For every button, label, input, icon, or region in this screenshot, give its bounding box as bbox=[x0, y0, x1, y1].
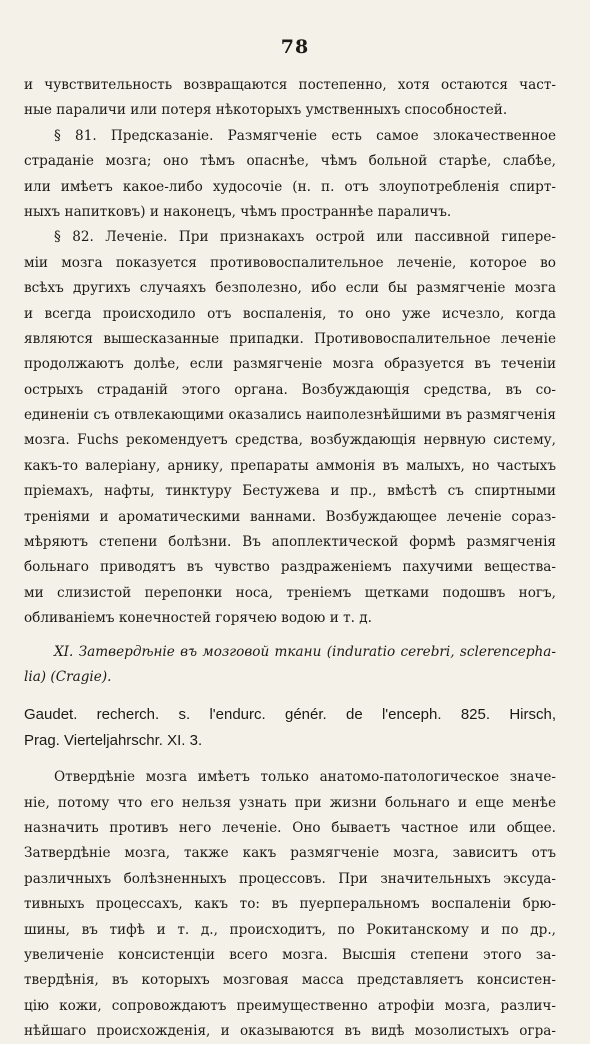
text-line: мозга. Fuchs рекомендуетъ средства, возбуждающія нервную систему, bbox=[24, 432, 556, 449]
section-heading-line: § 82. Леченіе. При признакахъ острой или пассивной гипере- bbox=[54, 229, 556, 246]
text-line: цію кожи, сопровождаютъ преимущественно атрофіи мозга, различ- bbox=[24, 997, 556, 1014]
text-line: являются вышесказанные припадки. Противовоспалительное леченіе bbox=[24, 330, 556, 347]
text-line: единеніи съ отвлекающими оказались наиполезнѣйшими въ размягченія bbox=[24, 407, 556, 424]
text-line: Отвердѣніе мозга имѣетъ только анатомо-патологическое значе- bbox=[54, 769, 556, 786]
chapter-heading: XI. Затвердѣніе въ мозговой ткани (induratio cerebri, sclerencepha- bbox=[54, 643, 556, 660]
text-line: Затвердѣніе мозга, также какъ размягченіе мозга, зависитъ отъ bbox=[24, 845, 556, 862]
text-line: острыхъ страданій этого органа. Возбуждающія средства, въ со- bbox=[24, 381, 556, 398]
text-line: продолжаютъ долѣе, если размягченіе мозга образуется въ теченіи bbox=[24, 356, 556, 373]
text-line: и всегда происходило отъ воспаленія, то оно уже исчезло, когда bbox=[24, 305, 556, 322]
chapter-heading: lia) (Cragie). bbox=[24, 668, 112, 685]
text-line: ніе, потому что его нельзя узнать при жизни больнаго и еще менѣе bbox=[24, 794, 556, 811]
text-line: страданіе мозга; оно тѣмъ опаснѣе, чѣмъ больной старѣе, слабѣе, bbox=[24, 153, 556, 170]
text-line: твердѣнія, въ которыхъ мозговая масса представляетъ консистен- bbox=[24, 972, 556, 989]
text-line: шины, въ тифѣ и т. д., происходитъ, по Рокитанскому и по др., bbox=[24, 921, 556, 938]
page-number: 78 bbox=[280, 36, 310, 58]
text-line: или имѣетъ какое-либо худосочіе (н. п. отъ злоупотребленія спирт- bbox=[24, 178, 556, 195]
text-line: ми слизистой перепонки носа, треніемъ щетками подошвъ ногъ, bbox=[24, 584, 556, 601]
reference-line: Gaudet. recherch. s. l'endurc. génér. de l'enceph. 825. Hirsch, bbox=[24, 706, 556, 724]
text-line: тивныхъ процессахъ, какъ то: въ пуерперальномъ воспаленіи брю- bbox=[24, 896, 556, 913]
text-line: всѣхъ другихъ случаяхъ безполезно, ибо если бы размягченіе мозга bbox=[24, 280, 556, 297]
text-line: различныхъ болѣзненныхъ процессовъ. При значительныхъ эксуда- bbox=[24, 870, 556, 887]
text-line: ные параличи или потеря нѣкоторыхъ умственныхъ способностей. bbox=[24, 102, 508, 119]
text-line: назначить противъ него леченіе. Оно бываетъ частное или общее. bbox=[24, 819, 556, 836]
text-line: и чувствительность возвращаются постепенно, хотя остаются част- bbox=[24, 77, 556, 93]
reference-line: Prag. Vierteljahrschr. XI. 3. bbox=[24, 731, 203, 749]
text-line: обливаніемъ конечностей горячею водою и т. д. bbox=[24, 610, 372, 627]
text-line: мѣряютъ степени болѣзни. Въ апоплектической формѣ размягченія bbox=[24, 534, 556, 551]
text-line: увеличеніе консистенціи всего мозга. Высшія степени этого за- bbox=[24, 946, 556, 963]
text-line: больнаго приводятъ въ чувство раздраженіемъ пахучими вещества- bbox=[24, 559, 556, 576]
text-line: нѣйшаго происхожденія, и оказываются въ видѣ мозолистыхъ огра- bbox=[24, 1023, 556, 1040]
section-heading-line: § 81. Предсказаніе. Размягченіе есть самое злокачественное bbox=[54, 127, 556, 144]
text-line: міи мозга показуется противовоспалительное леченіе, которое во bbox=[24, 254, 556, 271]
text-line: треніями и ароматическими ваннами. Возбуждающее леченіе сораз- bbox=[24, 508, 556, 525]
text-line: ныхъ напитковъ) и наконецъ, чѣмъ пространнѣе параличъ. bbox=[24, 203, 452, 220]
text-line: какъ-то валеріану, арнику, препараты аммонія въ малыхъ, но частыхъ bbox=[24, 457, 556, 474]
text-line: пріемахъ, нафты, тинктуру Бестужева и пр., вмѣстѣ съ спиртными bbox=[24, 483, 556, 500]
body-text bbox=[24, 73, 556, 1044]
